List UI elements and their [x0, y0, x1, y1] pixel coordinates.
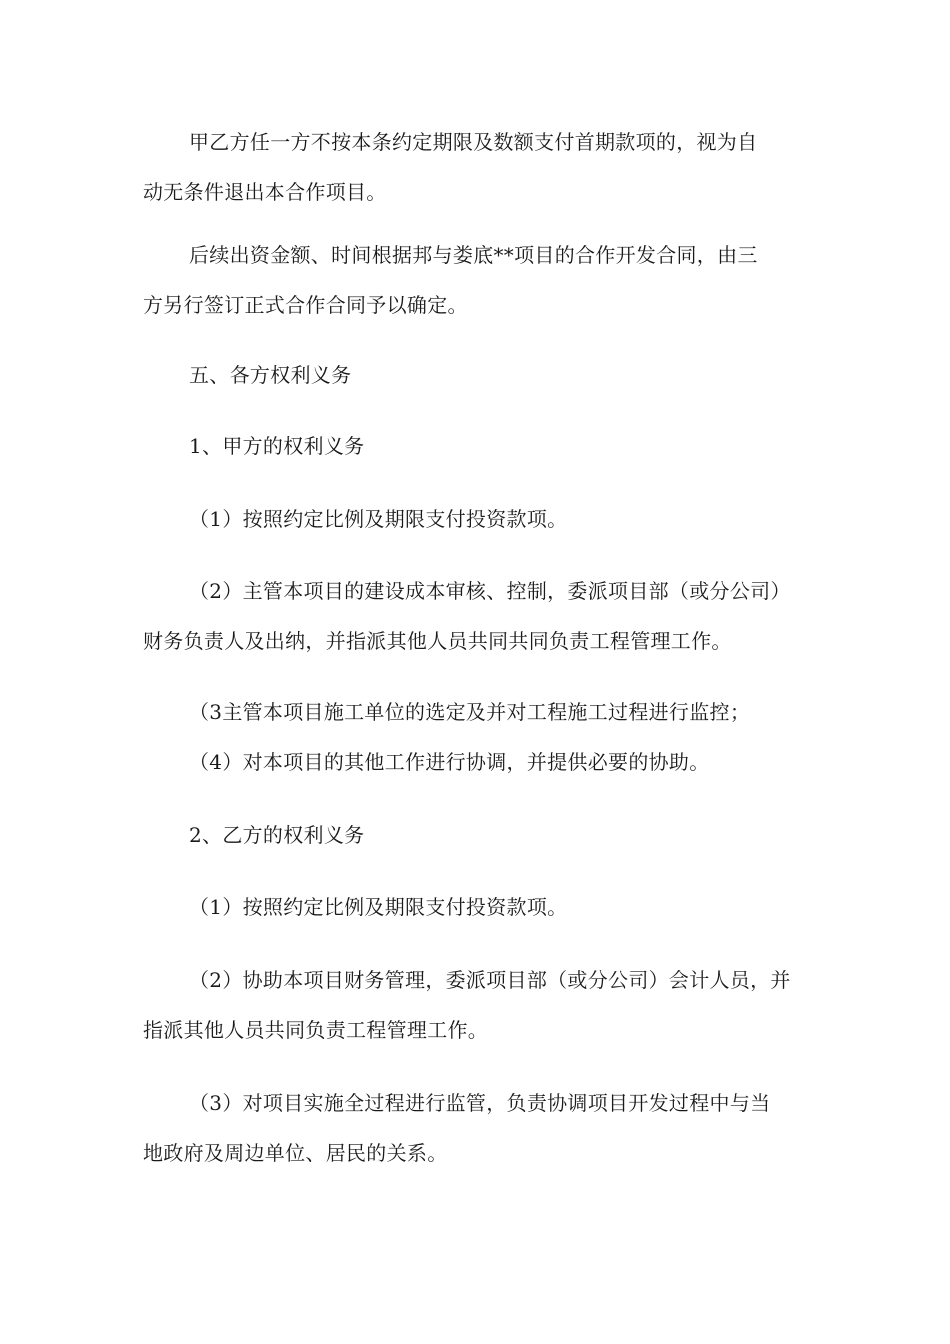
list-item-party-a-3: [143, 687, 811, 737]
text-line: 五、各方权利义务: [189, 363, 352, 387]
subsection-heading-party-b: [143, 810, 811, 860]
list-item-party-a-2: [143, 566, 811, 666]
text-line: （2）协助本项目财务管理，委派项目部（或分公司）会计人员，并: [189, 968, 791, 992]
text-line: 指派其他人员共同负责工程管理工作。: [143, 1018, 489, 1042]
list-item-party-b-1: [143, 882, 811, 932]
text-line: （1）按照约定比例及期限支付投资款项。: [189, 895, 568, 919]
list-item-party-a-1: [143, 494, 811, 544]
text-line: 1、甲方的权利义务: [189, 434, 365, 458]
list-item-party-a-4: [143, 737, 811, 787]
text-line: 方另行签订正式合作合同予以确定。: [143, 293, 468, 317]
text-line: （3主管本项目施工单位的选定及并对工程施工过程进行监控；: [189, 700, 751, 724]
list-item-party-b-3: [143, 1078, 811, 1178]
text-line: 地政府及周边单位、居民的关系。: [143, 1141, 448, 1165]
section-heading-rights-obligations: [143, 350, 811, 400]
text-line: 财务负责人及出纳，并指派其他人员共同共同负责工程管理工作。: [143, 629, 732, 653]
list-item-party-b-2: [143, 955, 811, 1055]
text-line: 2、乙方的权利义务: [189, 823, 365, 847]
paragraph-payment-default: [143, 117, 811, 217]
text-line: （3）对项目实施全过程进行监管，负责协调项目开发过程中与当: [189, 1091, 771, 1115]
text-line: 动无条件退出本合作项目。: [143, 180, 387, 204]
text-line: 甲乙方任一方不按本条约定期限及数额支付首期款项的，视为自: [189, 130, 758, 154]
text-line: 后续出资金额、时间根据邦与娄底**项目的合作开发合同，由三: [189, 243, 758, 267]
subsection-heading-party-a: [143, 421, 811, 471]
text-line: （1）按照约定比例及期限支付投资款项。: [189, 507, 568, 531]
text-line: （2）主管本项目的建设成本审核、控制，委派项目部（或分公司）: [189, 579, 791, 603]
text-line: （4）对本项目的其他工作进行协调，并提供必要的协助。: [189, 750, 710, 774]
paragraph-subsequent-funding: [143, 230, 811, 330]
